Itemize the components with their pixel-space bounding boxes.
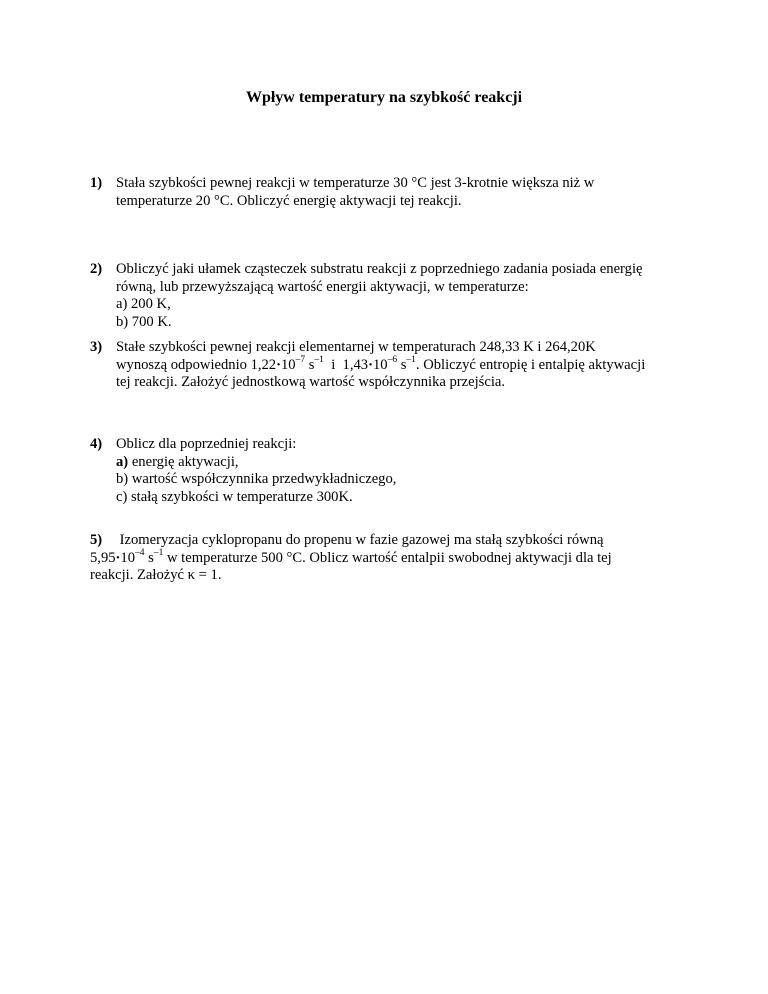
text-fragment: i 1,43: [323, 356, 369, 373]
text-line: tej reakcji. Założyć jednostkową wartość współczynnika przejścia.: [116, 374, 506, 391]
text-fragment: 10: [120, 549, 136, 566]
exponent: –7: [295, 354, 306, 365]
problem-3: [90, 339, 690, 392]
text-line: Oblicz dla poprzedniej reakcji:: [116, 436, 297, 452]
problem-number: 2): [90, 261, 103, 277]
problem-text: [116, 261, 690, 331]
option-a: a) 200 K,: [116, 296, 171, 313]
text-line: Obliczyć jaki ułamek cząsteczek substratu reakcji z poprzedniego zadania posiada energię: [116, 261, 643, 277]
text-line: temperaturze 20 °C. Obliczyć energię aktywacji tej reakcji.: [116, 192, 462, 209]
exponent: –6: [387, 354, 398, 365]
text-line-with-values: [116, 354, 690, 375]
problem-2: [90, 261, 690, 331]
page-title: Wpływ temperatury na szybkość reakcji: [245, 89, 523, 106]
problem-text: [116, 436, 690, 506]
text-fragment: s: [305, 356, 315, 373]
problem-number: 3): [90, 339, 103, 355]
multiplication-dot: ·: [368, 356, 373, 373]
problem-4: [90, 436, 690, 506]
text-line: Stałe szybkości pewnej reakcji elementarnej w temperaturach 248,33 K i 264,20K: [116, 339, 596, 355]
text-line-with-values: [90, 547, 690, 568]
text-line: Izomeryzacja cyklopropanu do propenu w fazie gazowej ma stałą szybkości równą: [116, 532, 604, 548]
text-fragment: 10: [280, 356, 296, 373]
multiplication-dot: ·: [115, 549, 121, 566]
text-fragment: s: [144, 549, 154, 566]
option-label: a): [116, 453, 129, 470]
problem-text: [116, 339, 690, 392]
text-fragment: w temperaturze 500 °C. Oblicz wartość entalpii swobodnej aktywacji dla tej: [163, 549, 612, 566]
text-line: Stała szybkości pewnej reakcji w temperaturze 30 °C jest 3-krotnie większa niż w: [116, 175, 595, 191]
exponent: –4: [135, 547, 145, 558]
option-c: c) stałą szybkości w temperaturze 300K.: [116, 488, 353, 505]
text-fragment: 5,95: [90, 549, 116, 566]
option-a: [116, 454, 690, 472]
problem-number: 4): [90, 436, 103, 452]
problem-5: [90, 532, 690, 585]
option-b: b) wartość współczynnika przedwykładniczego,: [116, 471, 397, 488]
problem-number: 1): [90, 175, 103, 191]
problem-text: [90, 532, 690, 585]
problem-1: [90, 175, 690, 210]
text-line: reakcji. Założyć κ = 1.: [90, 567, 222, 584]
text-fragment: 10: [372, 356, 388, 373]
problem-text: [116, 175, 690, 210]
multiplication-dot: ·: [276, 356, 281, 373]
exponent: –1: [314, 354, 324, 365]
problem-number: 5): [90, 532, 103, 548]
exponent: –1: [406, 354, 416, 365]
text-fragment: wynoszą odpowiednio 1,22: [116, 356, 277, 373]
text-line: równą, lub przewyższającą wartość energii aktywacji, w temperaturze:: [116, 278, 529, 295]
option-b: b) 700 K.: [116, 313, 172, 330]
exponent: –1: [153, 547, 164, 558]
text-fragment: . Obliczyć entropię i entalpię aktywacji: [415, 356, 646, 373]
text-fragment: energię aktywacji,: [128, 453, 239, 470]
text-fragment: s: [397, 356, 407, 373]
